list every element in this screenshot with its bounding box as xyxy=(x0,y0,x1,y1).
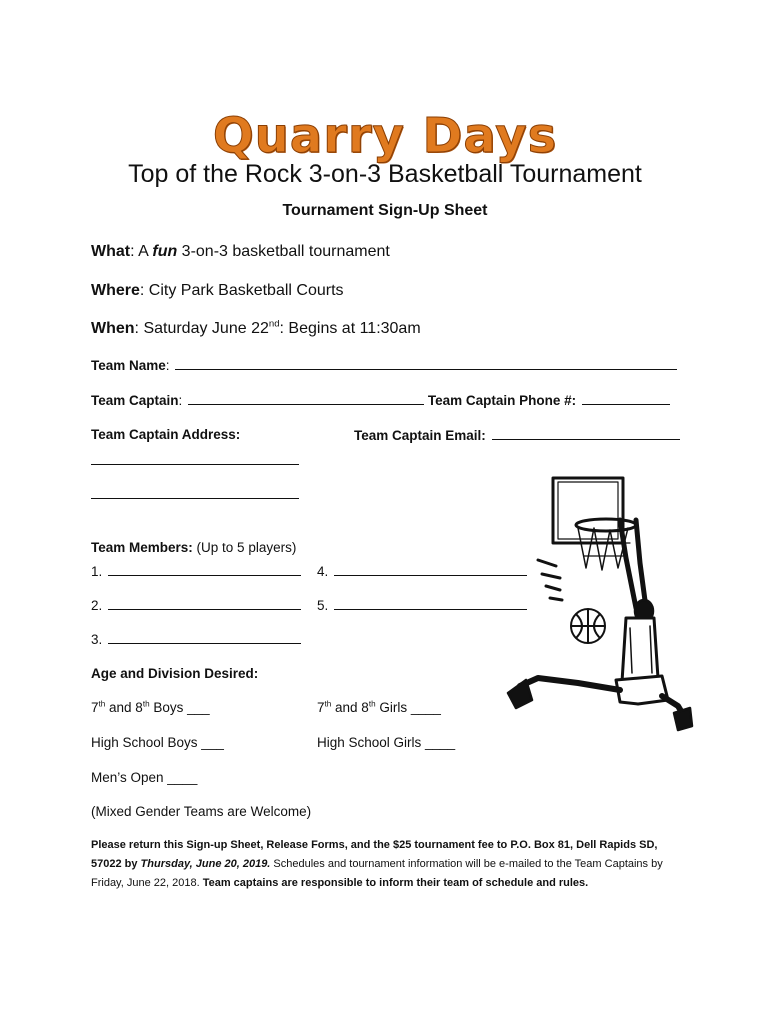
boys-grade-b: and 8 xyxy=(105,700,143,715)
boys-sup-b: th xyxy=(142,699,150,709)
quarry-days-logo: Quarry Days xyxy=(212,108,558,164)
member-5-row xyxy=(317,597,527,613)
member-1-field[interactable] xyxy=(108,563,301,576)
team-members-label: Team Members: xyxy=(91,540,193,555)
girls-sup-b: th xyxy=(368,699,376,709)
team-captain-row xyxy=(91,392,670,408)
division-hs-boys[interactable]: High School Boys ___ xyxy=(91,735,224,750)
what-label: What xyxy=(91,243,131,260)
what-value: 3-on-3 basketball tournament xyxy=(177,243,390,260)
boys-label: Boys ___ xyxy=(149,700,210,715)
address-line-2[interactable] xyxy=(91,486,299,504)
division-heading: Age and Division Desired: xyxy=(91,666,259,681)
when-value: : Saturday June 22 xyxy=(134,320,269,337)
member-5-number: 5. xyxy=(317,598,329,613)
member-1-row xyxy=(91,563,301,579)
when-time: : Begins at 11:30am xyxy=(279,320,421,337)
team-members-note: (Up to 5 players) xyxy=(192,540,297,555)
team-captain-label: Team Captain xyxy=(91,393,179,408)
captain-email-row xyxy=(354,427,680,443)
girls-grade-b: and 8 xyxy=(331,700,369,715)
return-instructions xyxy=(91,836,681,893)
instructions-bold: Please return this Sign-up Sheet, Release Forms, and the $25 tournament fee to P.O. Box 81, Dell Rapids SD, 57022 by xyxy=(91,839,658,870)
basketball-player-dunk-icon xyxy=(498,468,698,738)
sheet-title: Tournament Sign-Up Sheet xyxy=(282,202,488,219)
girls-sup-a: th xyxy=(324,699,332,709)
girls-grade-a: 7 xyxy=(317,700,325,715)
team-name-row xyxy=(91,357,677,373)
captain-address-label: Team Captain Address: xyxy=(91,427,241,442)
team-members-heading xyxy=(91,540,296,555)
when-superscript: nd xyxy=(268,318,280,330)
what-emphasis: fun xyxy=(152,243,178,260)
division-78-girls[interactable] xyxy=(317,700,441,715)
instructions-date: Thursday, June 20, 2019. xyxy=(140,858,271,870)
team-name-colon: : xyxy=(165,358,170,373)
team-name-field[interactable] xyxy=(175,357,677,370)
instructions-normal: Schedules and tournament information will be e-mailed to the Team Captains by Friday, June 22, 2018. xyxy=(91,858,663,889)
captain-phone-field[interactable] xyxy=(582,392,670,405)
what-prefix: : A xyxy=(130,243,153,260)
team-name-label: Team Name xyxy=(91,358,166,373)
member-3-number: 3. xyxy=(91,632,103,647)
where-value: : City Park Basketball Courts xyxy=(139,282,344,299)
captain-email-field[interactable] xyxy=(492,427,680,440)
division-hs-girls[interactable]: High School Girls ____ xyxy=(317,735,456,750)
when-line xyxy=(91,320,421,338)
team-captain-field[interactable] xyxy=(188,392,424,405)
instructions-responsibility: Team captains are responsible to inform their team of schedule and rules. xyxy=(202,877,589,889)
member-3-field[interactable] xyxy=(108,631,301,644)
address-line-1[interactable] xyxy=(91,452,299,470)
member-2-row xyxy=(91,597,301,613)
member-4-number: 4. xyxy=(317,564,329,579)
boys-sup-a: th xyxy=(98,699,106,709)
captain-email-label: Team Captain Email: xyxy=(354,428,486,443)
division-78-boys[interactable] xyxy=(91,700,210,715)
girls-label: Girls ____ xyxy=(375,700,441,715)
tournament-title: Top of the Rock 3-on-3 Basketball Tournament xyxy=(128,160,642,188)
member-1-number: 1. xyxy=(91,564,103,579)
where-line xyxy=(91,282,344,300)
boys-grade-a: 7 xyxy=(91,700,99,715)
member-3-row xyxy=(91,631,301,647)
what-line xyxy=(91,243,390,261)
mixed-teams-note: (Mixed Gender Teams are Welcome) xyxy=(91,804,312,819)
member-2-number: 2. xyxy=(91,598,103,613)
where-label: Where xyxy=(91,282,140,299)
team-captain-colon: : xyxy=(178,393,183,408)
captain-phone-label: Team Captain Phone #: xyxy=(427,393,577,408)
member-2-field[interactable] xyxy=(108,597,301,610)
division-mens-open[interactable]: Men’s Open ____ xyxy=(91,770,198,785)
member-4-row xyxy=(317,563,527,579)
when-label: When xyxy=(91,320,135,337)
